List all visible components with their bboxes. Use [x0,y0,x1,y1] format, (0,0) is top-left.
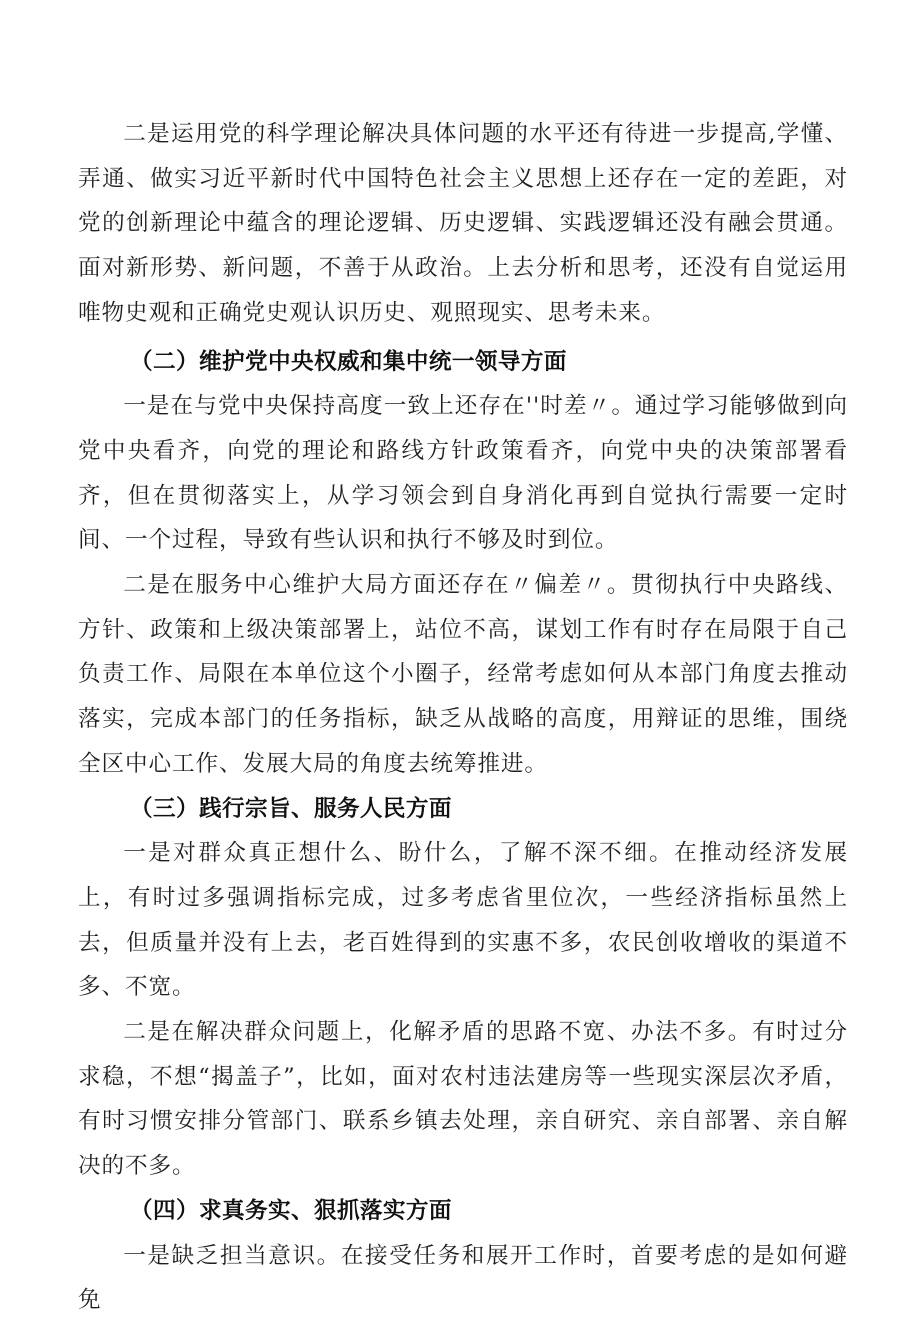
paragraph-deviation: 二是在服务中心维护大局方面还存在〃偏差〃。贯彻执行中央路线、方针、政策和上级决策部署上，站位不高，谋划工作有时存在局限于自己负责工作、局限在本单位这个小圈子，经常考虑如何从本部门角度去推动落实，完成本部门的任务指标，缺乏从战略的高度，用辩证的思维，围绕全区中心工作、发展大局的角度去统筹推进。 [78,572,848,777]
section-heading-3: （三）践行宗旨、服务人民方面 [130,795,452,822]
paragraph-time-lag: 一是在与党中央保持高度一致上还存在''时差〃。通过学习能够做到向党中央看齐，向党的理论和路线方针政策看齐，向党中央的决策部署看齐，但在贯彻落实上，从学习领会到自身消化再到自觉执行需要一定时间、一个过程，导致有些认识和执行不够及时到位。 [78,393,848,554]
paragraph-resolving-problems: 二是在解决群众问题上，化解矛盾的思路不宽、办法不多。有时过分求稳，不想“揭盖子”，比如，面对农村违法建房等一些现实深层次矛盾，有时习惯安排分管部门、联系乡镇去处理，亲自研究、亲自部署、亲自解决的不多。 [78,1019,848,1180]
section-heading-4: （四）求真务实、狠抓落实方面 [130,1197,452,1224]
paragraph-public-needs: 一是对群众真正想什么、盼什么，了解不深不细。在推动经济发展上，有时过多强调指标完成，过多考虑省里位次，一些经济指标虽然上去，但质量并没有上去，老百姓得到的实惠不多，农民创收增收的渠道不多、不宽。 [78,840,848,1001]
paragraph-responsibility: 一是缺乏担当意识。在接受任务和展开工作时，首要考虑的是如何避免 [78,1242,848,1314]
document-body [78,112,848,1323]
paragraph-theory-application: 二是运用党的科学理论解决具体问题的水平还有待进一步提高,学懂、弄通、做实习近平新时代中国特色社会主义思想上还存在一定的差距，对党的创新理论中蕴含的理论逻辑、历史逻辑、实践逻辑还没有融会贯通。面对新形势、新问题，不善于从政治。上去分析和思考，还没有自觉运用唯物史观和正确党史观认识历史、观照现实、思考未来。 [78,121,848,326]
section-heading-2: （二）维护党中央权威和集中统一领导方面 [130,348,567,375]
